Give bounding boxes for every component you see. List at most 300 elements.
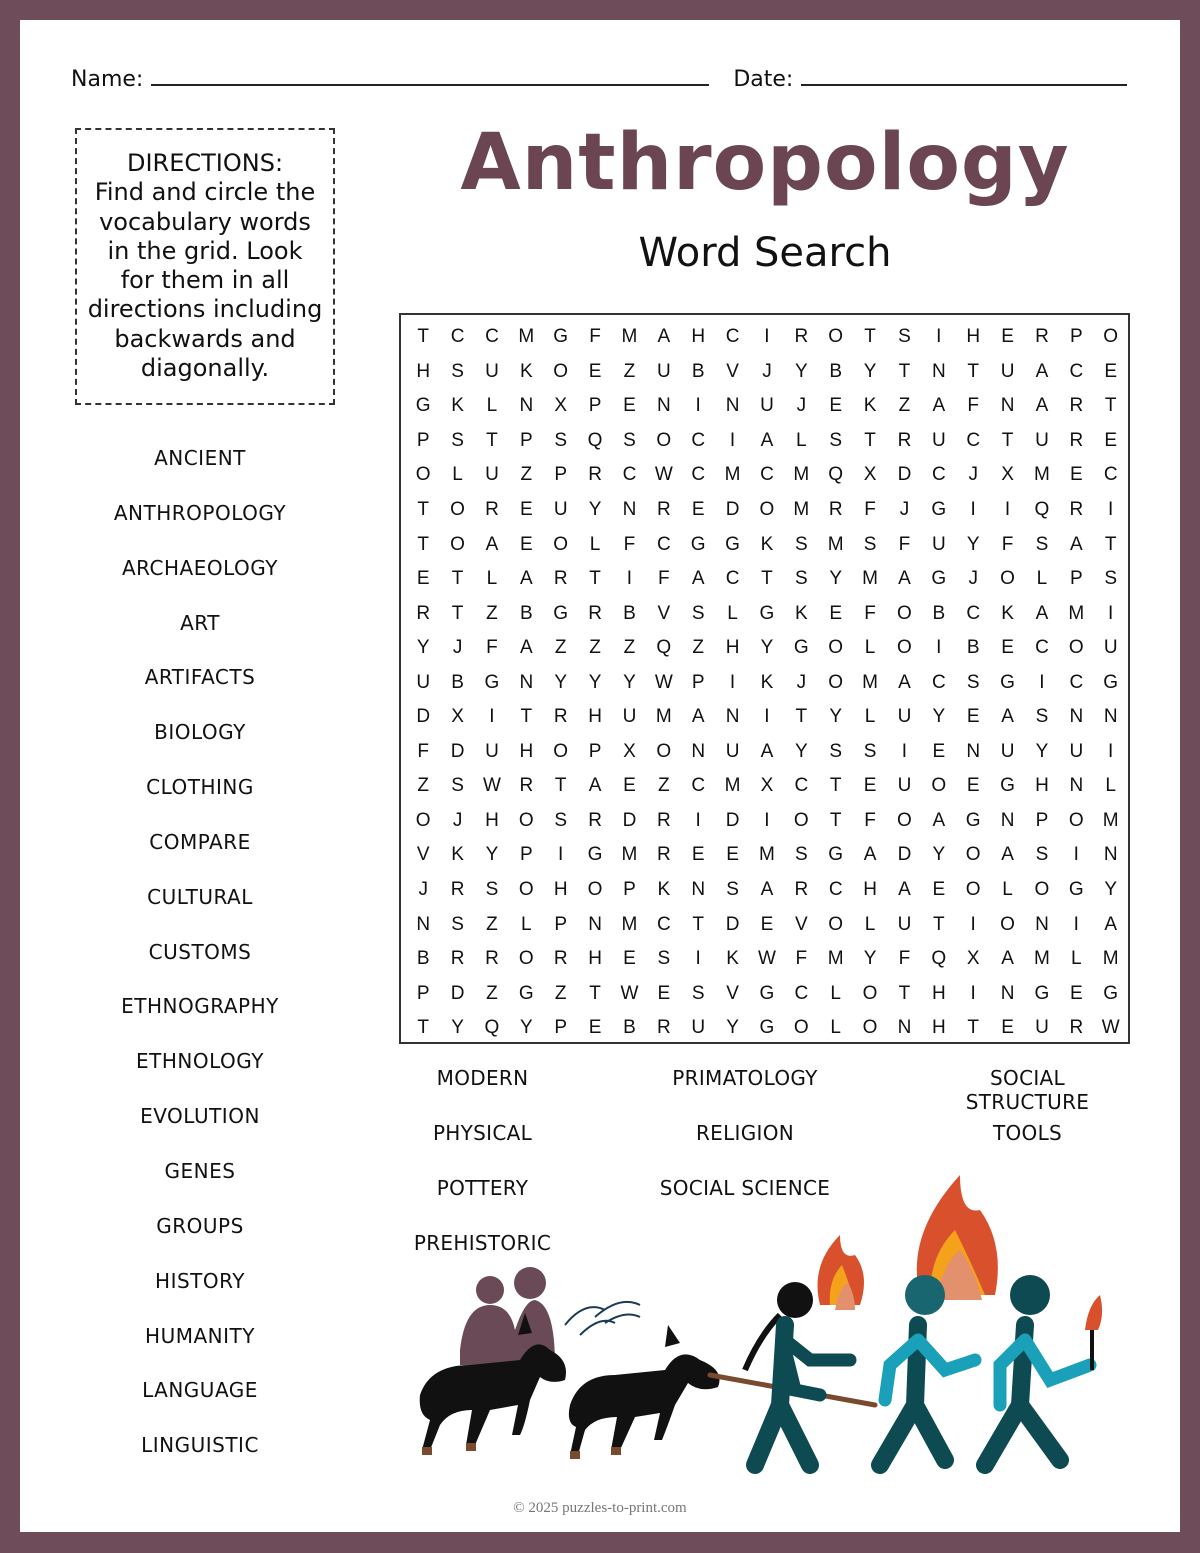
- grid-letter[interactable]: F: [864, 809, 876, 831]
- grid-letter[interactable]: E: [519, 499, 533, 520]
- grid-letter[interactable]: E: [966, 706, 980, 728]
- grid-letter[interactable]: E: [657, 982, 671, 1004]
- grid-letter[interactable]: G: [587, 844, 603, 866]
- grid-letter[interactable]: S: [829, 429, 843, 451]
- grid-letter[interactable]: K: [760, 671, 774, 693]
- grid-letter[interactable]: K: [451, 844, 464, 866]
- grid-letter[interactable]: G: [759, 982, 775, 1004]
- grid-letter[interactable]: M: [862, 671, 878, 693]
- grid-letter[interactable]: G: [1000, 775, 1015, 797]
- grid-letter[interactable]: U: [416, 671, 431, 693]
- grid-letter[interactable]: I: [764, 809, 770, 831]
- grid-letter[interactable]: A: [657, 326, 671, 348]
- grid-letter[interactable]: J: [418, 879, 428, 901]
- grid-letter[interactable]: L: [1036, 568, 1048, 590]
- grid-letter[interactable]: L: [830, 982, 841, 1004]
- grid-letter[interactable]: G: [484, 671, 500, 693]
- grid-letter[interactable]: O: [897, 637, 912, 659]
- grid-letter[interactable]: E: [863, 775, 877, 797]
- grid-letter[interactable]: E: [829, 602, 843, 624]
- grid-letter[interactable]: R: [588, 602, 602, 624]
- grid-letter[interactable]: B: [623, 1017, 636, 1039]
- grid-letter[interactable]: O: [553, 740, 569, 762]
- grid-letter[interactable]: G: [759, 1017, 775, 1039]
- grid-letter[interactable]: E: [760, 913, 774, 935]
- grid-letter[interactable]: I: [695, 809, 701, 831]
- grid-letter[interactable]: Q: [587, 429, 603, 451]
- grid-letter[interactable]: Z: [486, 913, 498, 935]
- grid-letter[interactable]: S: [451, 429, 464, 451]
- grid-letter[interactable]: V: [794, 913, 808, 935]
- grid-letter[interactable]: O: [1068, 637, 1084, 659]
- grid-letter[interactable]: C: [931, 464, 946, 486]
- grid-letter[interactable]: H: [863, 879, 877, 901]
- grid-letter[interactable]: M: [827, 948, 844, 970]
- grid-letter[interactable]: M: [621, 913, 638, 935]
- grid-letter[interactable]: Y: [932, 706, 946, 728]
- grid-letter[interactable]: O: [759, 499, 775, 520]
- grid-letter[interactable]: T: [417, 499, 429, 520]
- grid-letter[interactable]: H: [931, 982, 946, 1004]
- grid-letter[interactable]: U: [760, 395, 774, 417]
- grid-letter[interactable]: Q: [931, 948, 947, 970]
- grid-letter[interactable]: A: [588, 775, 602, 797]
- grid-letter[interactable]: Y: [485, 844, 499, 866]
- grid-letter[interactable]: C: [966, 602, 981, 624]
- grid-letter[interactable]: Y: [623, 671, 636, 693]
- grid-letter[interactable]: G: [1068, 879, 1084, 901]
- grid-letter[interactable]: Q: [1034, 499, 1050, 520]
- grid-letter[interactable]: L: [1002, 879, 1013, 901]
- grid-letter[interactable]: C: [691, 775, 706, 797]
- grid-letter[interactable]: C: [725, 568, 740, 590]
- grid-letter[interactable]: Z: [623, 637, 636, 659]
- grid-letter[interactable]: N: [519, 671, 534, 693]
- grid-letter[interactable]: A: [932, 809, 946, 831]
- grid-letter[interactable]: I: [936, 326, 942, 348]
- grid-letter[interactable]: L: [1071, 948, 1082, 970]
- grid-letter[interactable]: Z: [520, 464, 533, 486]
- grid-letter[interactable]: M: [518, 326, 535, 348]
- grid-letter[interactable]: O: [862, 982, 878, 1004]
- grid-letter[interactable]: U: [1000, 740, 1015, 762]
- grid-letter[interactable]: T: [864, 326, 876, 348]
- grid-letter[interactable]: O: [518, 879, 534, 901]
- grid-letter[interactable]: T: [1104, 395, 1117, 417]
- grid-letter[interactable]: N: [1069, 706, 1084, 728]
- grid-letter[interactable]: Y: [863, 948, 877, 970]
- grid-letter[interactable]: I: [1004, 499, 1011, 520]
- grid-letter[interactable]: Y: [416, 637, 430, 659]
- grid-letter[interactable]: N: [1000, 395, 1015, 417]
- grid-letter[interactable]: H: [588, 706, 602, 728]
- grid-letter[interactable]: Y: [863, 360, 877, 382]
- grid-letter[interactable]: L: [727, 602, 738, 624]
- grid-letter[interactable]: T: [761, 568, 773, 590]
- grid-letter[interactable]: C: [794, 982, 809, 1004]
- grid-letter[interactable]: Z: [486, 982, 498, 1004]
- grid-letter[interactable]: E: [1001, 637, 1014, 659]
- grid-letter[interactable]: N: [588, 913, 602, 935]
- grid-letter[interactable]: H: [485, 809, 499, 831]
- grid-letter[interactable]: U: [485, 464, 499, 486]
- grid-letter[interactable]: X: [451, 706, 464, 728]
- grid-letter[interactable]: N: [931, 360, 946, 382]
- grid-letter[interactable]: S: [1035, 844, 1049, 866]
- grid-letter[interactable]: X: [760, 775, 774, 797]
- grid-letter[interactable]: Y: [760, 637, 774, 659]
- grid-letter[interactable]: S: [485, 879, 499, 901]
- grid-letter[interactable]: C: [760, 464, 774, 486]
- grid-letter[interactable]: R: [1069, 499, 1084, 520]
- grid-letter[interactable]: G: [1000, 671, 1015, 693]
- grid-letter[interactable]: R: [553, 948, 568, 970]
- grid-letter[interactable]: M: [1068, 602, 1085, 624]
- grid-letter[interactable]: B: [623, 602, 636, 624]
- grid-letter[interactable]: C: [622, 464, 637, 486]
- grid-letter[interactable]: P: [1069, 326, 1083, 348]
- grid-letter[interactable]: O: [793, 1017, 809, 1039]
- grid-letter[interactable]: S: [554, 809, 568, 831]
- grid-letter[interactable]: G: [931, 499, 947, 520]
- grid-letter[interactable]: M: [793, 499, 810, 520]
- grid-letter[interactable]: O: [415, 464, 431, 486]
- grid-letter[interactable]: K: [863, 395, 877, 417]
- grid-letter[interactable]: Y: [829, 706, 843, 728]
- grid-letter[interactable]: V: [416, 844, 430, 866]
- grid-letter[interactable]: B: [966, 637, 980, 659]
- grid-letter[interactable]: E: [1001, 326, 1014, 348]
- grid-letter[interactable]: S: [898, 326, 911, 348]
- grid-letter[interactable]: U: [691, 1017, 706, 1039]
- grid-letter[interactable]: R: [794, 326, 809, 348]
- grid-letter[interactable]: T: [692, 913, 704, 935]
- grid-letter[interactable]: P: [1035, 809, 1049, 831]
- grid-letter[interactable]: T: [933, 913, 945, 935]
- grid-letter[interactable]: S: [554, 429, 568, 451]
- grid-letter[interactable]: G: [690, 533, 706, 555]
- grid-letter[interactable]: C: [691, 464, 706, 486]
- grid-letter[interactable]: I: [970, 982, 976, 1004]
- grid-letter[interactable]: G: [725, 533, 740, 555]
- grid-letter[interactable]: R: [450, 948, 465, 970]
- grid-letter[interactable]: S: [1104, 568, 1118, 590]
- grid-letter[interactable]: O: [862, 1017, 878, 1039]
- grid-letter[interactable]: Y: [932, 844, 946, 866]
- grid-letter[interactable]: L: [864, 637, 876, 659]
- grid-letter[interactable]: I: [1073, 913, 1079, 935]
- grid-letter[interactable]: A: [898, 568, 911, 590]
- grid-letter[interactable]: Y: [794, 740, 808, 762]
- grid-letter[interactable]: R: [1069, 395, 1084, 417]
- grid-letter[interactable]: U: [1000, 360, 1015, 382]
- grid-letter[interactable]: O: [931, 775, 947, 797]
- grid-letter[interactable]: V: [726, 982, 739, 1004]
- grid-letter[interactable]: C: [691, 429, 706, 451]
- grid-letter[interactable]: N: [416, 913, 431, 935]
- grid-letter[interactable]: N: [519, 395, 534, 417]
- grid-letter[interactable]: M: [724, 775, 741, 797]
- grid-letter[interactable]: A: [691, 706, 705, 728]
- grid-letter[interactable]: P: [554, 464, 568, 486]
- grid-letter[interactable]: U: [1103, 637, 1118, 659]
- grid-letter[interactable]: H: [416, 360, 431, 382]
- grid-letter[interactable]: R: [588, 809, 602, 831]
- grid-letter[interactable]: T: [1104, 533, 1117, 555]
- grid-letter[interactable]: C: [1035, 637, 1049, 659]
- grid-letter[interactable]: C: [1103, 464, 1118, 486]
- grid-letter[interactable]: O: [897, 602, 912, 624]
- grid-letter[interactable]: U: [656, 360, 671, 382]
- grid-letter[interactable]: Y: [588, 499, 602, 520]
- grid-letter[interactable]: B: [691, 360, 705, 382]
- grid-letter[interactable]: D: [450, 740, 465, 762]
- grid-letter[interactable]: Z: [623, 360, 636, 382]
- grid-letter[interactable]: U: [931, 429, 946, 451]
- grid-letter[interactable]: I: [626, 568, 633, 590]
- grid-letter[interactable]: T: [795, 706, 808, 728]
- grid-letter[interactable]: I: [764, 326, 770, 348]
- grid-letter[interactable]: P: [554, 913, 568, 935]
- grid-letter[interactable]: C: [1069, 360, 1084, 382]
- grid-letter[interactable]: S: [1035, 706, 1049, 728]
- grid-letter[interactable]: T: [967, 360, 979, 382]
- grid-letter[interactable]: P: [588, 395, 602, 417]
- grid-letter[interactable]: I: [729, 671, 736, 693]
- grid-letter[interactable]: E: [623, 395, 636, 417]
- grid-letter[interactable]: M: [621, 844, 638, 866]
- grid-letter[interactable]: G: [1103, 982, 1119, 1004]
- grid-letter[interactable]: J: [968, 568, 978, 590]
- grid-letter[interactable]: S: [726, 879, 739, 901]
- grid-letter[interactable]: F: [417, 740, 429, 762]
- grid-letter[interactable]: O: [450, 533, 465, 555]
- grid-letter[interactable]: K: [794, 602, 808, 624]
- grid-letter[interactable]: G: [553, 326, 569, 348]
- grid-letter[interactable]: O: [965, 844, 981, 866]
- grid-letter[interactable]: J: [452, 809, 463, 831]
- grid-letter[interactable]: T: [967, 1017, 979, 1039]
- grid-letter[interactable]: Y: [1104, 879, 1118, 901]
- grid-letter[interactable]: H: [1035, 775, 1049, 797]
- grid-letter[interactable]: W: [757, 948, 776, 970]
- word-search-grid[interactable]: [399, 313, 1130, 1044]
- grid-letter[interactable]: L: [486, 395, 498, 417]
- grid-letter[interactable]: R: [1069, 1017, 1084, 1039]
- grid-letter[interactable]: E: [691, 844, 705, 866]
- grid-letter[interactable]: F: [967, 395, 979, 417]
- grid-letter[interactable]: U: [725, 740, 740, 762]
- grid-letter[interactable]: A: [519, 637, 533, 659]
- grid-letter[interactable]: A: [691, 568, 705, 590]
- grid-letter[interactable]: P: [623, 879, 636, 901]
- grid-letter[interactable]: Z: [692, 637, 704, 659]
- grid-letter[interactable]: O: [828, 913, 844, 935]
- grid-letter[interactable]: O: [553, 360, 569, 382]
- grid-letter[interactable]: D: [725, 913, 740, 935]
- grid-letter[interactable]: I: [729, 429, 736, 451]
- grid-letter[interactable]: O: [1000, 568, 1015, 590]
- grid-letter[interactable]: R: [519, 775, 534, 797]
- grid-letter[interactable]: R: [794, 879, 809, 901]
- grid-letter[interactable]: S: [451, 360, 464, 382]
- grid-letter[interactable]: A: [1035, 395, 1049, 417]
- grid-letter[interactable]: I: [970, 913, 976, 935]
- grid-letter[interactable]: D: [622, 809, 637, 831]
- grid-letter[interactable]: G: [793, 637, 809, 659]
- grid-letter[interactable]: O: [965, 879, 981, 901]
- grid-letter[interactable]: I: [1108, 499, 1114, 520]
- grid-letter[interactable]: O: [1103, 326, 1119, 348]
- grid-letter[interactable]: O: [1000, 913, 1015, 935]
- grid-letter[interactable]: F: [623, 533, 636, 555]
- grid-letter[interactable]: X: [966, 948, 980, 970]
- grid-letter[interactable]: X: [1001, 464, 1014, 486]
- grid-letter[interactable]: I: [558, 844, 564, 866]
- grid-letter[interactable]: B: [416, 948, 430, 970]
- grid-letter[interactable]: N: [1035, 913, 1049, 935]
- grid-letter[interactable]: T: [451, 602, 464, 624]
- grid-letter[interactable]: U: [553, 499, 568, 520]
- grid-letter[interactable]: O: [793, 809, 809, 831]
- grid-letter[interactable]: T: [864, 429, 876, 451]
- grid-letter[interactable]: O: [415, 809, 431, 831]
- grid-letter[interactable]: W: [620, 982, 639, 1004]
- grid-letter[interactable]: K: [1001, 602, 1014, 624]
- grid-letter[interactable]: O: [1068, 809, 1084, 831]
- grid-letter[interactable]: P: [519, 844, 533, 866]
- grid-letter[interactable]: M: [862, 568, 878, 590]
- grid-letter[interactable]: T: [898, 982, 911, 1004]
- grid-letter[interactable]: A: [760, 879, 774, 901]
- grid-letter[interactable]: B: [451, 671, 464, 693]
- grid-letter[interactable]: S: [451, 913, 464, 935]
- grid-letter[interactable]: C: [931, 671, 946, 693]
- grid-letter[interactable]: T: [829, 809, 842, 831]
- grid-letter[interactable]: I: [1108, 740, 1114, 762]
- grid-letter[interactable]: J: [899, 499, 910, 520]
- grid-letter[interactable]: A: [760, 429, 774, 451]
- grid-letter[interactable]: A: [760, 740, 774, 762]
- grid-letter[interactable]: E: [829, 395, 843, 417]
- grid-letter[interactable]: E: [1104, 360, 1118, 382]
- grid-letter[interactable]: I: [764, 706, 770, 728]
- grid-letter[interactable]: A: [863, 844, 877, 866]
- grid-letter[interactable]: M: [1102, 948, 1119, 970]
- grid-letter[interactable]: P: [416, 982, 430, 1004]
- grid-letter[interactable]: E: [1001, 1017, 1014, 1039]
- grid-letter[interactable]: T: [486, 429, 498, 451]
- grid-letter[interactable]: R: [485, 948, 499, 970]
- grid-letter[interactable]: Z: [554, 982, 567, 1004]
- grid-letter[interactable]: K: [519, 360, 533, 382]
- grid-letter[interactable]: M: [724, 464, 741, 486]
- grid-letter[interactable]: E: [588, 1017, 602, 1039]
- grid-letter[interactable]: T: [829, 775, 842, 797]
- grid-letter[interactable]: C: [828, 879, 843, 901]
- grid-letter[interactable]: O: [518, 809, 534, 831]
- grid-letter[interactable]: E: [623, 948, 636, 970]
- grid-letter[interactable]: A: [898, 671, 911, 693]
- grid-letter[interactable]: Z: [486, 602, 498, 624]
- grid-letter[interactable]: O: [828, 671, 844, 693]
- grid-letter[interactable]: P: [416, 429, 430, 451]
- grid-letter[interactable]: O: [518, 948, 534, 970]
- grid-letter[interactable]: F: [898, 948, 911, 970]
- grid-letter[interactable]: I: [936, 637, 942, 659]
- grid-letter[interactable]: K: [760, 533, 774, 555]
- grid-letter[interactable]: S: [794, 533, 808, 555]
- grid-letter[interactable]: S: [691, 602, 705, 624]
- grid-letter[interactable]: J: [968, 464, 978, 486]
- grid-letter[interactable]: E: [966, 775, 980, 797]
- grid-letter[interactable]: A: [1069, 533, 1083, 555]
- grid-letter[interactable]: G: [518, 982, 534, 1004]
- grid-letter[interactable]: I: [1039, 671, 1045, 693]
- grid-letter[interactable]: Y: [588, 671, 602, 693]
- grid-letter[interactable]: L: [486, 568, 498, 590]
- grid-letter[interactable]: T: [554, 775, 567, 797]
- grid-letter[interactable]: E: [932, 879, 946, 901]
- grid-letter[interactable]: G: [759, 602, 775, 624]
- grid-letter[interactable]: U: [897, 913, 912, 935]
- grid-letter[interactable]: Y: [1035, 740, 1049, 762]
- grid-letter[interactable]: T: [589, 982, 601, 1004]
- grid-letter[interactable]: O: [587, 879, 603, 901]
- grid-letter[interactable]: F: [898, 533, 911, 555]
- grid-letter[interactable]: A: [1001, 844, 1014, 866]
- grid-letter[interactable]: N: [691, 879, 706, 901]
- grid-letter[interactable]: L: [452, 464, 463, 486]
- grid-letter[interactable]: H: [588, 948, 602, 970]
- grid-letter[interactable]: C: [450, 326, 465, 348]
- grid-letter[interactable]: A: [1035, 360, 1049, 382]
- grid-letter[interactable]: R: [656, 844, 671, 866]
- grid-letter[interactable]: J: [796, 395, 807, 417]
- grid-letter[interactable]: N: [1000, 809, 1015, 831]
- grid-letter[interactable]: E: [1104, 429, 1118, 451]
- grid-letter[interactable]: P: [519, 429, 533, 451]
- grid-letter[interactable]: Y: [554, 671, 568, 693]
- grid-letter[interactable]: I: [695, 395, 701, 417]
- grid-letter[interactable]: Z: [658, 775, 670, 797]
- grid-letter[interactable]: S: [829, 740, 843, 762]
- grid-letter[interactable]: D: [416, 706, 431, 728]
- grid-letter[interactable]: R: [553, 706, 568, 728]
- grid-letter[interactable]: P: [554, 1017, 568, 1039]
- grid-letter[interactable]: T: [1001, 429, 1014, 451]
- grid-letter[interactable]: N: [691, 740, 706, 762]
- grid-letter[interactable]: W: [1101, 1017, 1120, 1039]
- grid-letter[interactable]: F: [864, 602, 876, 624]
- grid-letter[interactable]: R: [656, 809, 671, 831]
- grid-letter[interactable]: E: [691, 499, 705, 520]
- grid-letter[interactable]: T: [898, 360, 911, 382]
- grid-letter[interactable]: N: [725, 395, 740, 417]
- grid-letter[interactable]: Y: [519, 1017, 533, 1039]
- grid-letter[interactable]: J: [762, 360, 772, 382]
- grid-letter[interactable]: Z: [417, 775, 429, 797]
- grid-letter[interactable]: N: [1069, 775, 1084, 797]
- grid-letter[interactable]: Q: [656, 637, 672, 659]
- grid-letter[interactable]: A: [1104, 913, 1118, 935]
- grid-letter[interactable]: H: [931, 1017, 946, 1039]
- grid-letter[interactable]: I: [489, 706, 495, 728]
- grid-letter[interactable]: C: [966, 429, 981, 451]
- grid-letter[interactable]: S: [794, 568, 808, 590]
- grid-letter[interactable]: N: [966, 740, 981, 762]
- grid-letter[interactable]: R: [1035, 326, 1049, 348]
